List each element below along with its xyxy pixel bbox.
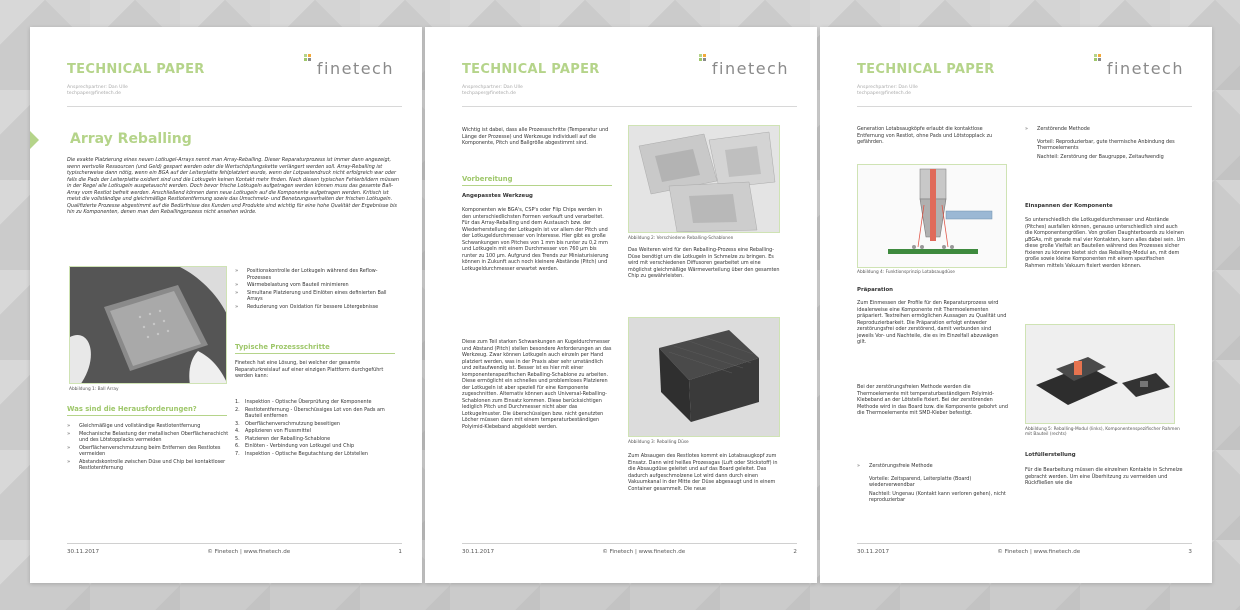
clamping-paragraph: So unterschiedlich die Lotkugeldurchmesser und Abstände (Pitches) ausfallen können, genauso unterschiedlich sind auch die Komponentengrößen. Von großen Daughterboards zu kleinen µBGAs, mit gerade mal vier Kontakten, kann alles dabei sein. Um diese große Vielfalt an Bauteilen während des Prozesses sicher fixieren zu können bietet sich das Reballing-Modul an, mit dem große sowie kleine Komponenten mit einem spezifischen Rahmen mittels Vakuum fixiert werden können. — [1025, 217, 1185, 269]
header-contact: Ansprechpartner: Dan Ulle techpaper@finetech.de — [857, 85, 918, 96]
nondestructive-method: » Zerstörungsfreie Methode Vorteile: Zeitsparend, Leiterplatte (Board) wiederverwendbar Nachteil: Ungenau (Kontakt kann verloren gehen), nicht reproduzierbar — [857, 463, 1006, 503]
section-heading-challenges: Was sind die Herausforderungen? — [67, 405, 227, 416]
subheading-clamping: Einspannen der Komponente — [1025, 203, 1113, 209]
figure-4-caption: Abbildung 4: Funktionsprinzip Lotabsaugdüse — [857, 270, 955, 275]
page-footer — [67, 543, 402, 555]
header-title: TECHNICAL PAPER — [462, 62, 600, 77]
list-item: 1. Inspektion - Optische Überprüfung der Komponente — [235, 399, 372, 405]
desolder-nozzle-image — [858, 165, 1007, 268]
reballing-module-photo — [1025, 324, 1175, 424]
section-heading-preparation: Vorbereitung — [462, 175, 612, 186]
challenges-list — [67, 423, 229, 473]
list-item: 5. Platzieren der Reballing-Schablone — [235, 435, 331, 442]
list-item: » Simultane Platzierung und Einlöten eines definierten Ball Arrays — [235, 290, 395, 303]
figure-3-caption: Abbildung 3: Reballing Düse — [628, 440, 689, 445]
typical-steps-intro: Finetech hat eine Lösung, bei welcher der gesamte Reparaturkreislauf auf einer einzigen Plattform durchgeführt werden kann: — [235, 360, 384, 379]
document-page-1 — [30, 27, 422, 583]
document-page-2 — [425, 27, 817, 583]
page-footer — [462, 543, 797, 555]
list-item: 2. Restlotentfernung - Überschüssiges Lot von den Pads am Bauteil entfernen — [235, 406, 385, 419]
document-page-3 — [820, 27, 1212, 583]
preparation-paragraph-2: Bei der zerstörungsfreien Methode werden die Thermoelemente mit temperaturbeständigem Polyimid-Klebeband an der Lötstelle fixiert. Bei der zerstörenden Methode wird in das Board bzw. die Komponente gebohrt und die Thermoelemente mit SMD-Kleber befestigt. — [857, 384, 1008, 416]
nozzle-paragraph: Das Weiteren wird für den Reballing-Prozess eine Reballing-Düse benötigt um die Lotkugeln in Schmelze zu bringen. Es wird mit verschiedenen Diffusoren gearbeitet um eine möglichst gleichmäßige Wärmeverteilung über den gesamten Chip zu gewährleisten. — [628, 247, 780, 279]
finetech-logo: finetech — [304, 54, 394, 78]
list-item: » Wärmebelastung vom Bauteil minimieren — [235, 282, 395, 289]
figure-1-caption: Abbildung 1: Ball Array — [69, 387, 119, 392]
requirements-list — [235, 268, 395, 311]
desolder-nozzle-diagram — [857, 164, 1007, 268]
intro-paragraph: Die exakte Platzierung eines neuen Lotkugel-Arrays nennt man Array-Reballing. Dieser Reparaturprozess ist immer dann angezeigt, wenn wertvolle Ressourcen (und Geld) gespart werden oder die Wertschöpfungskette verlängert werden soll. Array-Reballing ist typischerweise dann nötig, wenn ein BGA auf der Leiterplatte fehlplatziert wurde, wenn der Lotpastendruck nicht erfolgreich war oder falls die Pads der Leiterplatte oxidiert sind und die Lotkugeln keinen Kontakt mehr finden. Nach diesen typischen Fehlerbildern müssen in der Regel alle Lotkugeln ausgetauscht werden. Doch bevor frische Lotkugeln aufgetragen werden können muss das gesamte Ball-Array vom Restlot befreit werden. Anschließend können dann neue Lotkugeln auf die Komponente aufgetragen werden. Kritisch ist meist die vollständige und gleichmäßige Restlotentfernung sowie das Umschmelz- und Benetzungsverhalten der frischen Lotkugeln. Qualifizierte Prozesse abgestimmt auf die Bedürfnisse des Kunden und Produkte sind wichtig für eine hohe Qualität der Ergebnisse bis hin zu Komponenten, denen man den Reballingprozess nicht ansehen würde. — [67, 157, 399, 215]
list-item: 6. Einlöten - Verbindung von Lotkugel und Chip — [235, 443, 355, 449]
logo-mark-icon — [699, 54, 706, 61]
list-item: 7. Inspektion - Optische Begutachtung der Lötstellen — [235, 450, 368, 457]
footer-copyright: © Finetech | www.finetech.de — [997, 549, 1081, 555]
desolder-paragraph: Zum Absaugen des Restlotes kommt ein Lotabsaugkopf zum Einsatz. Dann wird heißes Prozessgas (Luft oder Stickstoff) in die Absaugdüse geleitet und auf das Board geleitet. Das dadurch aufgeschmolzene Lot wird dann durch einen Vakuumkanal in der Mitte der Düse abgesaugt und in einem Container gesammelt. Die neue — [628, 453, 778, 492]
stencils-photo — [628, 125, 780, 233]
list-item: » Reduzierung von Oxidation für bessere Lötergebnisse — [235, 304, 395, 311]
reballing-nozzle-image — [629, 318, 780, 437]
header-title: TECHNICAL PAPER — [857, 62, 995, 77]
list-item: » Abstandskontrolle zwischen Düse und Chip bei kontaktloser Restlotentfernung — [67, 459, 229, 472]
process-steps-list — [235, 399, 400, 458]
page-number: 1 — [398, 549, 402, 555]
page-number: 3 — [1188, 549, 1192, 555]
intro-paragraph: Wichtig ist dabei, dass alle Prozessschritte (Temperatur und Länge der Prozesse) und Werkzeuge individuell auf die Komponente, Pitch und Ballgröße abgestimmt sind. — [462, 127, 609, 146]
page-footer — [857, 543, 1192, 555]
logo-mark-icon — [1094, 54, 1101, 61]
destructive-method: » Zerstörende Methode Vorteil: Reproduzierbar, gute thermische Anbindung des Thermoelements Nachteil: Zerstörung der Baugruppe, Zeitaufwendig — [1025, 126, 1175, 160]
page-title: Array Reballing — [70, 131, 192, 147]
ball-array-image — [70, 267, 227, 384]
tool-paragraph: Komponenten wie BGA's, CSP's oder Flip Chips werden in den unterschiedlichsten Formen verkauft und verarbeitet. Für das Array-Reballing und dem Austausch bzw. der Wiederherstellung der Lotkugeln ist vor allem der Pitch und der Lotkugeldurchmesser von Interesse. Hier gibt es große Schwankungen von Pitches von 1 mm bis runter zu 0,2 mm und Lotkugeln mit einem Durchmesser von 760 µm bis runter zu 100 µm. Aufgrund des Trends zur Miniaturisierung können in Zukunft auch noch kleinere Abstände (Pitch) und Lotkugeldurchmesser erwartet werden. — [462, 207, 609, 272]
header-contact: Ansprechpartner: Dan Ulle techpaper@finetech.de — [462, 85, 523, 96]
reballing-module-image — [1026, 325, 1175, 424]
tool-paragraph-2: Diese zum Teil starken Schwankungen an Kugeldurchmesser und Abstand (Pitch) stellen besondere Anforderungen an das Werkzeug. Zwar können Lotkugeln auch einzeln per Hand platziert werden, was in der Praxis aber sehr umständlich und zeitaufwendig ist. Besser ist es hier mit einer komponentenspezifischen Reballing-Schablone zu arbeiten. Diese ermöglicht ein schnelles und problemloses Platzieren der Lotkugeln ist aber speziell für eine Komponente zugeschnitten. Alternativ können auch Universal-Reballing-Schablonen zum Einsatz kommen. Diese berücksichtigen lediglich Pitch und Durchmesser nicht aber das Lotkugelmuster. Die überschüssigen bzw. nicht genutzten Löcher müssen dann mit einem temperaturbeständigen Polyimid-Klebeband abgeklebt werden. — [462, 339, 612, 430]
logo-mark-icon — [304, 54, 311, 61]
footer-date: 30.11.2017 — [462, 549, 495, 555]
finetech-logo: finetech — [699, 54, 789, 78]
solder-fill-paragraph: Für die Bearbeitung müssen die einzelnen Kontakte in Schmelze gebracht werden. Um eine Überhitzung zu vermeiden und Rückfließen wie die — [1025, 467, 1183, 486]
footer-date: 30.11.2017 — [857, 549, 890, 555]
subheading-preparation: Präparation — [857, 287, 894, 293]
finetech-logo: finetech — [1094, 54, 1184, 78]
header-divider — [462, 106, 797, 107]
list-item: » Oberflächenverschmutzung beim Entfernen des Restlotes vermeiden — [67, 445, 229, 458]
preparation-paragraph: Zum Einmessen der Profile für den Reparaturprozess wird idealerweise eine Komponente mit Thermoelementen präpariert. Textreihen ermöglichen Aussagen zu Qualität und Reproduzierbarkeit. Die Präparation erfolgt entweder zerstörungsfrei oder zerstörend, damit verbunden sind jeweils Vor- und Nachteile, die es im Einzelfall abzuwägen gilt. — [857, 300, 1007, 345]
ball-array-photo — [69, 266, 227, 384]
page-number: 2 — [793, 549, 797, 555]
header-title: TECHNICAL PAPER — [67, 62, 205, 77]
section-heading-typical-steps: Typische Prozessschritte — [235, 343, 395, 354]
list-item: » Gleichmäßige und vollständige Restlotentfernung — [67, 423, 229, 430]
footer-date: 30.11.2017 — [67, 549, 100, 555]
header-contact: Ansprechpartner: Dan Ulle techpaper@finetech.de — [67, 85, 128, 96]
stencils-image — [629, 126, 780, 233]
intro-paragraph: Generation Lotabsaugköpfe erlaubt die kontaktlose Entfernung von Restlot, ohne Pads und Lötstopplack zu gefährden. — [857, 126, 993, 145]
section-arrow-icon — [30, 131, 39, 149]
list-item: » Mechanische Belastung der metallischen Oberflächenschicht und des Lötstopplacks vermeiden — [67, 431, 229, 444]
header-divider — [857, 106, 1192, 107]
footer-copyright: © Finetech | www.finetech.de — [602, 549, 686, 555]
reballing-nozzle-photo — [628, 317, 780, 437]
list-item: 4. Applizieren von Flussmittel — [235, 428, 312, 434]
list-item: 3. Oberflächenverschmutzung beseitigen — [235, 420, 340, 427]
header-divider — [67, 106, 402, 107]
subheading-solder-fill: Lotfüllerstellung — [1025, 452, 1076, 458]
subheading-tool: Angepasstes Werkzeug — [462, 193, 533, 199]
figure-2-caption: Abbildung 2: Verschiedene Reballing-Schablonen — [628, 236, 734, 241]
figure-5-caption: Abbildung 5: Reballing-Modul (links), Komponentenspezifischer Rahmen mit Bauteil (rechts) — [1025, 427, 1180, 437]
footer-copyright: © Finetech | www.finetech.de — [207, 549, 291, 555]
list-item: » Positionskontrolle der Lotkugeln während des Reflow-Prozesses — [235, 268, 395, 281]
